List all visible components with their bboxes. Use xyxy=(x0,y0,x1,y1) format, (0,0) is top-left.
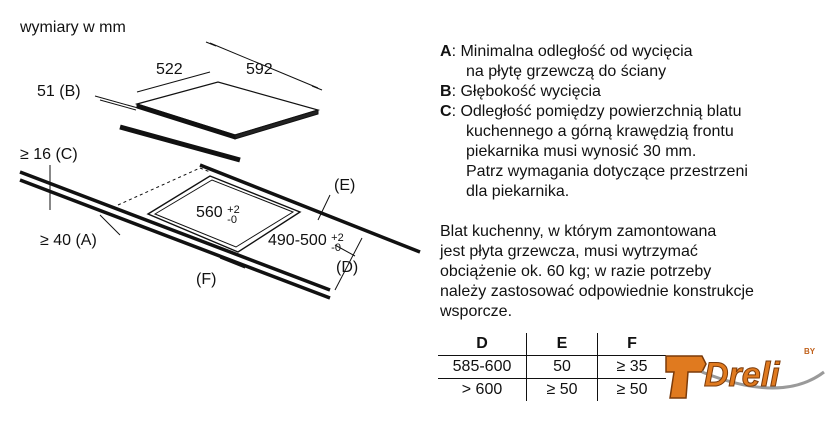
dim-a-label: ≥ 40 (A) xyxy=(40,232,97,249)
dreli-logo xyxy=(662,342,832,412)
dim-depth-label: 592 xyxy=(246,61,273,78)
table-row: 585-600 50 ≥ 35 xyxy=(438,356,666,379)
dim-b-label: 51 (B) xyxy=(37,83,81,100)
dim-c-label: ≥ 16 (C) xyxy=(20,146,78,163)
table-row: > 600 ≥ 50 ≥ 50 xyxy=(438,379,666,402)
logo-by: BY xyxy=(804,347,816,356)
legend-b: B : Głębokość wycięcia xyxy=(440,83,601,100)
label-f: (F) xyxy=(196,271,217,288)
cutout-width-label: 560 +2 -0 xyxy=(196,204,240,226)
legend: A : Minimalna odległość od wycięcia na płytę grzewczą do ściany B : Głębokość wycięcia C : Odległość pomiędzy powierzchnią blatu kuchennego a górną krawędzią frontu piekarnika musi wynosić 30 mm. Patrz wymagania dotyczące przestrzeni dla piekarnika. xyxy=(440,42,820,202)
dim-width-label: 522 xyxy=(156,61,183,78)
units-label: wymiary w mm xyxy=(20,19,126,36)
dimension-table xyxy=(438,333,666,401)
table-header-row: D E F xyxy=(438,333,666,356)
drill-icon xyxy=(666,356,706,398)
label-d: (D) xyxy=(336,259,359,276)
hob-top xyxy=(137,82,318,135)
load-note: Blat kuchenny, w którym zamontowana jest płyta grzewcza, musi wytrzymać obciążenie ok. 60 kg; w razie potrzeby należy zastosować odpowiednie konstrukcje wsporcze. xyxy=(440,223,754,320)
label-e: (E) xyxy=(334,177,356,194)
legend-c: C : Odległość pomiędzy powierzchnią blatu xyxy=(440,103,742,120)
cutout-depth-label: 490-500 +2 -0 xyxy=(268,232,344,254)
logo-text: Dreli xyxy=(704,356,780,394)
legend-a: A : Minimalna odległość od wycięcia xyxy=(440,43,693,60)
